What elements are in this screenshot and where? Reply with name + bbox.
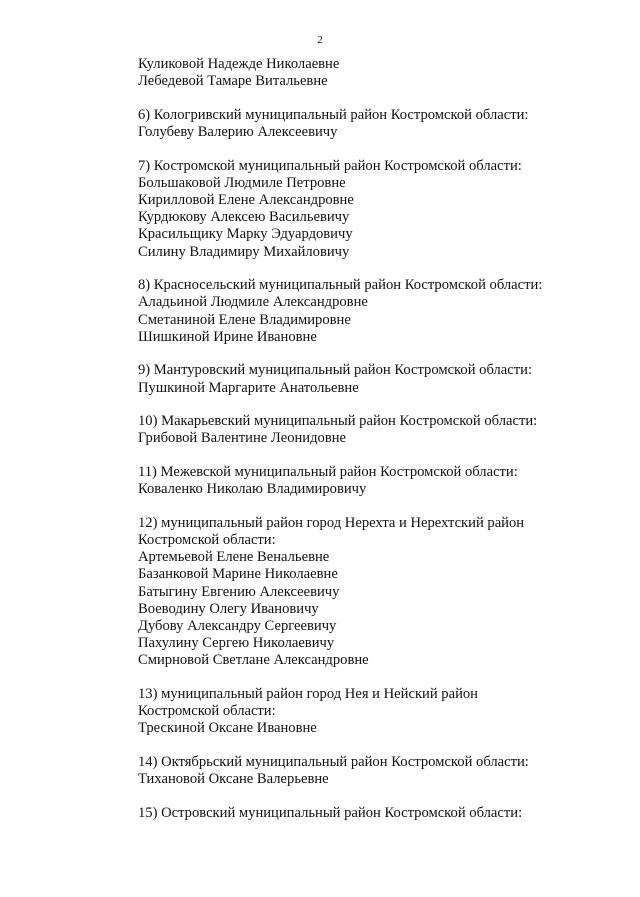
recipient-name: Курдюкову Алексею Васильевичу xyxy=(138,209,350,226)
recipient-name: Коваленко Николаю Владимировичу xyxy=(138,481,367,498)
district-section xyxy=(138,515,618,670)
district-section xyxy=(138,107,618,141)
recipient-name: Куликовой Надежде Николаевне xyxy=(138,56,340,72)
district-heading: Костромской области: xyxy=(138,532,276,548)
recipient-name: Кирилловой Елене Александровне xyxy=(138,192,354,208)
district-section xyxy=(138,464,618,498)
district-section xyxy=(138,686,618,738)
recipient-name: Голубеву Валерию Алексеевичу xyxy=(138,124,338,140)
recipient-name: Лебедевой Тамаре Витальевне xyxy=(138,73,328,90)
document-body xyxy=(138,56,618,838)
recipient-name: Артемьевой Елене Венальевне xyxy=(138,549,330,566)
district-heading: 7) Костромской муниципальный район Костромской области: xyxy=(138,157,522,174)
district-section xyxy=(138,277,618,346)
district-heading: 8) Красносельский муниципальный район Костромской области: xyxy=(138,277,543,294)
district-section xyxy=(138,158,618,261)
recipient-name: Батыгину Евгению Алексеевичу xyxy=(138,583,340,600)
district-heading: 10) Макарьевский муниципальный район Костромской области: xyxy=(138,413,538,430)
district-heading: 13) муниципальный район город Нея и Нейский район xyxy=(138,686,478,703)
recipient-name: Красильщику Марку Эдуардовичу xyxy=(138,226,353,243)
district-heading: 15) Островский муниципальный район Костромской области: xyxy=(138,804,523,821)
recipient-name: Тихановой Оксане Валерьевне xyxy=(138,771,329,788)
recipient-name: Грибовой Валентине Леонидовне xyxy=(138,430,347,447)
district-section xyxy=(138,362,618,396)
district-heading: 14) Октябрьский муниципальный район Костромской области: xyxy=(138,754,529,771)
district-section xyxy=(138,754,618,788)
recipient-name: Базанковой Марине Николаевне xyxy=(138,566,338,583)
district-heading: 6) Кологривский муниципальный район Костромской области: xyxy=(138,106,529,123)
recipient-name: Воеводину Олегу Ивановичу xyxy=(138,600,319,617)
district-heading: 11) Межевской муниципальный район Костромской области: xyxy=(138,464,518,480)
recipient-name: Дубову Александру Сергеевичу xyxy=(138,618,337,635)
intro-names-block xyxy=(138,56,618,90)
recipient-name: Сметаниной Елене Владимировне xyxy=(138,311,351,328)
district-sections xyxy=(138,107,618,822)
recipient-name: Смирновой Светлане Александровне xyxy=(138,652,369,669)
recipient-name: Пушкиной Маргарите Анатольевне xyxy=(138,379,359,396)
page-number: 2 xyxy=(317,34,323,46)
district-section xyxy=(138,805,618,822)
recipient-name: Трескиной Оксане Ивановне xyxy=(138,720,317,737)
recipient-name: Пахулину Сергею Николаевичу xyxy=(138,635,335,652)
district-section xyxy=(138,413,618,447)
recipient-name: Силину Владимиру Михайловичу xyxy=(138,243,350,260)
district-heading: Костромской области: xyxy=(138,703,276,720)
recipient-name: Аладьиной Людмиле Александровне xyxy=(138,294,368,311)
recipient-name: Шишкиной Ирине Ивановне xyxy=(138,328,317,345)
recipient-name: Большаковой Людмиле Петровне xyxy=(138,174,346,191)
district-heading: 12) муниципальный район город Нерехта и Нерехтский район xyxy=(138,514,525,531)
district-heading: 9) Мантуровский муниципальный район Костромской области: xyxy=(138,362,532,379)
